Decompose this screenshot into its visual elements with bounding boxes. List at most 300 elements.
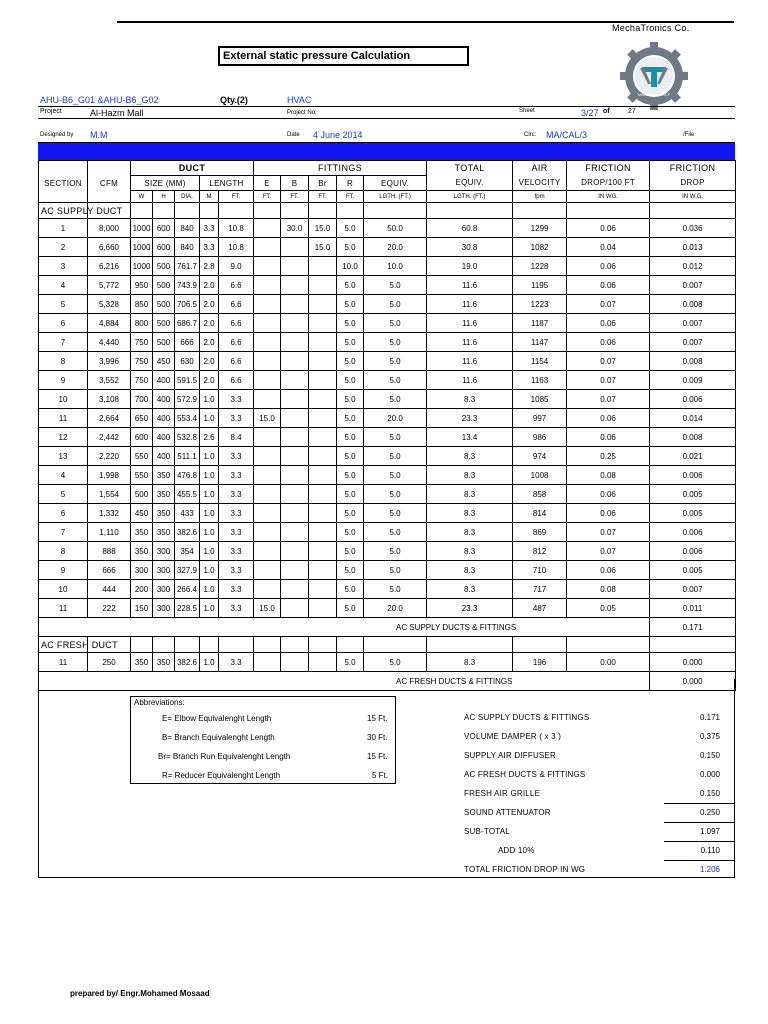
table-cell: 4 xyxy=(39,276,88,295)
table-cell: 11.6 xyxy=(427,371,513,390)
table-cell: 5.0 xyxy=(337,314,364,333)
table-cell xyxy=(254,561,281,580)
table-cell xyxy=(281,523,309,542)
table-cell xyxy=(281,390,309,409)
table-cell: 0.04 xyxy=(567,238,650,257)
col-friction: FRICTION xyxy=(567,161,650,176)
table-cell: 572.9 xyxy=(175,390,200,409)
table-cell: 433 xyxy=(175,504,200,523)
table-cell: 8.3 xyxy=(427,542,513,561)
table-cell xyxy=(254,580,281,599)
table-cell: 11.6 xyxy=(427,333,513,352)
table-cell xyxy=(309,409,337,428)
table-row xyxy=(39,257,736,276)
table-cell: 3.3 xyxy=(219,599,254,618)
table-cell: 1000 xyxy=(131,257,153,276)
table-cell xyxy=(254,485,281,504)
table-row xyxy=(39,447,736,466)
table-cell: 591.5 xyxy=(175,371,200,390)
table-cell: 6.6 xyxy=(219,371,254,390)
table-cell xyxy=(309,599,337,618)
table-cell: 1 xyxy=(39,219,88,238)
table-cell: 5 xyxy=(39,295,88,314)
table-cell: 3.3 xyxy=(219,504,254,523)
table-cell: 20.0 xyxy=(364,409,427,428)
table-cell xyxy=(281,352,309,371)
table-cell: 3.3 xyxy=(200,238,219,257)
table-cell: 350 xyxy=(131,523,153,542)
table-cell: 553.4 xyxy=(175,409,200,428)
project-no-label: Project No. xyxy=(287,110,317,116)
table-cell: 4,884 xyxy=(88,314,131,333)
table-cell: 13.4 xyxy=(427,428,513,447)
table-cell: 5.0 xyxy=(337,409,364,428)
table-cell: 400 xyxy=(153,447,175,466)
table-cell: 1.0 xyxy=(200,409,219,428)
table-cell: 8.3 xyxy=(427,561,513,580)
table-cell: 5.0 xyxy=(337,599,364,618)
table-cell xyxy=(281,561,309,580)
table-cell: 444 xyxy=(88,580,131,599)
table-cell: 20.0 xyxy=(364,599,427,618)
table-cell: 986 xyxy=(513,428,567,447)
table-cell: 0.05 xyxy=(567,599,650,618)
table-cell: 5.0 xyxy=(337,333,364,352)
table-cell: 1000 xyxy=(131,238,153,257)
table-cell: 1.0 xyxy=(200,561,219,580)
table-cell: 1,554 xyxy=(88,485,131,504)
table-cell: 5.0 xyxy=(364,333,427,352)
table-cell: 450 xyxy=(153,352,175,371)
table-cell: 1.0 xyxy=(200,504,219,523)
table-cell xyxy=(309,523,337,542)
logo-text: MechaTronics M.E.P xyxy=(637,93,671,97)
table-cell: 1,332 xyxy=(88,504,131,523)
table-cell: 2,664 xyxy=(88,409,131,428)
table-cell: 5,328 xyxy=(88,295,131,314)
table-cell: 750 xyxy=(131,352,153,371)
table-cell: 8 xyxy=(39,542,88,561)
col-drop100: DROP/100 FT xyxy=(567,176,650,191)
table-cell: 11.6 xyxy=(427,295,513,314)
table-cell xyxy=(309,485,337,504)
table-cell: 1.0 xyxy=(200,466,219,485)
table-cell: 5.0 xyxy=(337,390,364,409)
table-cell: 3,996 xyxy=(88,352,131,371)
table-cell: 10 xyxy=(39,580,88,599)
unit-e-ft: FT. xyxy=(254,191,281,203)
table-cell: 6,216 xyxy=(88,257,131,276)
table-cell xyxy=(309,561,337,580)
table-cell xyxy=(281,599,309,618)
col-total-equiv: EQUIV. xyxy=(427,176,513,191)
table-cell: 3.3 xyxy=(219,523,254,542)
supply-total-label: AC SUPPLY DUCTS & FITTINGS xyxy=(39,618,650,637)
table-cell xyxy=(254,238,281,257)
table-cell: 350 xyxy=(131,653,153,672)
table-cell: 8.3 xyxy=(427,653,513,672)
table-cell: 9 xyxy=(39,371,88,390)
table-cell: 15.0 xyxy=(254,409,281,428)
table-cell: 750 xyxy=(131,333,153,352)
col-br: Br xyxy=(309,176,337,191)
designer: M.M xyxy=(90,130,108,140)
abbr-branch-value: 30 Ft. xyxy=(367,733,388,742)
table-row xyxy=(39,504,736,523)
summary-label: TOTAL FRICTION DROP IN WG xyxy=(464,865,586,874)
table-cell xyxy=(281,447,309,466)
designed-by-label: Designed by xyxy=(40,132,74,138)
table-cell: 700 xyxy=(131,390,153,409)
table-cell: 2.0 xyxy=(200,295,219,314)
abbr-reducer-value: 5 Ft. xyxy=(372,771,389,780)
table-cell xyxy=(281,653,309,672)
table-cell: 300 xyxy=(153,561,175,580)
table-cell: 196 xyxy=(513,653,567,672)
table-cell xyxy=(309,333,337,352)
table-cell xyxy=(254,390,281,409)
table-cell: 500 xyxy=(153,295,175,314)
table-cell: 2.0 xyxy=(200,352,219,371)
table-cell: 8.3 xyxy=(427,466,513,485)
table-cell: 5.0 xyxy=(364,314,427,333)
table-cell: 10.8 xyxy=(219,238,254,257)
table-cell: 5.0 xyxy=(364,653,427,672)
summary-label: SUPPLY AIR DIFFUSER xyxy=(464,751,556,760)
table-cell: 1195 xyxy=(513,276,567,295)
table-cell: 6 xyxy=(39,314,88,333)
table-cell: 5.0 xyxy=(364,371,427,390)
table-cell xyxy=(281,485,309,504)
table-cell: 500 xyxy=(153,276,175,295)
of-label: of xyxy=(603,108,610,115)
table-cell: 0.007 xyxy=(650,276,736,295)
table-row xyxy=(39,295,736,314)
table-cell: 30.0 xyxy=(281,219,309,238)
summary-label: SUB-TOTAL xyxy=(464,827,510,836)
supply-section xyxy=(39,203,736,219)
table-cell: 500 xyxy=(131,485,153,504)
table-row xyxy=(39,409,736,428)
table-cell: 0.06 xyxy=(567,485,650,504)
abbr-branch: B= Branch Equivalenght Length xyxy=(162,733,275,742)
table-cell: 300 xyxy=(153,580,175,599)
table-cell xyxy=(309,276,337,295)
table-cell xyxy=(281,542,309,561)
table-cell: 8.3 xyxy=(427,580,513,599)
table-cell: 3.3 xyxy=(219,485,254,504)
table-cell xyxy=(309,257,337,276)
table-cell: 20.0 xyxy=(364,238,427,257)
table-cell xyxy=(309,580,337,599)
table-cell: 400 xyxy=(153,428,175,447)
table-cell: 10.0 xyxy=(364,257,427,276)
table-cell: 250 xyxy=(88,653,131,672)
table-cell xyxy=(281,371,309,390)
table-cell: 382.6 xyxy=(175,653,200,672)
table-cell: 1147 xyxy=(513,333,567,352)
header-row-1 xyxy=(39,161,736,176)
table-cell: 10.0 xyxy=(337,257,364,276)
table-row xyxy=(39,466,736,485)
table-cell: 3 xyxy=(39,257,88,276)
table-cell: 0.013 xyxy=(650,238,736,257)
summary-label: AC SUPPLY DUCTS & FITTINGS xyxy=(464,713,590,722)
file-label: /File xyxy=(683,132,695,138)
table-cell xyxy=(254,314,281,333)
col-equiv: EQUIV. xyxy=(364,176,427,191)
table-cell: 500 xyxy=(153,314,175,333)
table-cell: 487 xyxy=(513,599,567,618)
table-cell: 686.7 xyxy=(175,314,200,333)
table-cell xyxy=(309,390,337,409)
table-cell xyxy=(281,295,309,314)
table-cell: 1,110 xyxy=(88,523,131,542)
table-cell: 0.007 xyxy=(650,333,736,352)
table-cell: 666 xyxy=(88,561,131,580)
quantity: Qty.(2) xyxy=(220,95,248,105)
fresh-total-value: 0.000 xyxy=(650,672,736,691)
table-cell: 0.07 xyxy=(567,390,650,409)
table-cell: 5.0 xyxy=(337,504,364,523)
table-cell: 11.6 xyxy=(427,352,513,371)
col-r: R xyxy=(337,176,364,191)
table-cell: 5.0 xyxy=(337,466,364,485)
table-cell: 3.3 xyxy=(219,390,254,409)
table-cell: 1187 xyxy=(513,314,567,333)
table-row xyxy=(39,238,736,257)
table-cell: 6.6 xyxy=(219,352,254,371)
friction-table xyxy=(38,160,736,691)
table-row xyxy=(39,390,736,409)
table-row xyxy=(39,276,736,295)
table-cell: 19.0 xyxy=(427,257,513,276)
table-cell: 1,998 xyxy=(88,466,131,485)
table-cell: 0.000 xyxy=(650,653,736,672)
table-cell: 5.0 xyxy=(337,485,364,504)
table-cell: 4 xyxy=(39,466,88,485)
calc-label: Clrc: xyxy=(524,132,537,138)
table-cell: 550 xyxy=(131,466,153,485)
unit-r-ft: FT. xyxy=(337,191,364,203)
table-cell: 2.0 xyxy=(200,371,219,390)
table-row xyxy=(39,333,736,352)
table-cell: 840 xyxy=(175,238,200,257)
table-cell: 0.06 xyxy=(567,561,650,580)
table-cell: 5.0 xyxy=(337,238,364,257)
table-cell: 5 xyxy=(39,485,88,504)
unit-ft: FT. xyxy=(219,191,254,203)
table-cell: 1154 xyxy=(513,352,567,371)
table-cell: 500 xyxy=(153,257,175,276)
table-cell: 1299 xyxy=(513,219,567,238)
table-cell: 717 xyxy=(513,580,567,599)
unit-total-lgth: LGTH. (FT.) xyxy=(427,191,513,203)
summary-label: ADD 10% xyxy=(498,846,535,855)
table-cell: 9.0 xyxy=(219,257,254,276)
table-cell: 8.3 xyxy=(427,390,513,409)
table-cell: 600 xyxy=(153,238,175,257)
table-cell: 5.0 xyxy=(364,523,427,542)
table-cell xyxy=(281,257,309,276)
table-cell xyxy=(281,428,309,447)
table-cell: 5.0 xyxy=(364,352,427,371)
table-cell xyxy=(281,238,309,257)
table-cell: 0.009 xyxy=(650,371,736,390)
summary-label: SOUND ATTENUATOR xyxy=(464,808,551,817)
summary-value: 0.150 xyxy=(699,751,720,760)
table-cell: 0.005 xyxy=(650,561,736,580)
summary-value: 0.375 xyxy=(699,732,720,741)
table-cell: 0.008 xyxy=(650,352,736,371)
fresh-section xyxy=(39,637,736,653)
table-cell: 1.0 xyxy=(200,653,219,672)
unit-br-ft: FT. xyxy=(309,191,337,203)
header-row-2 xyxy=(39,176,736,191)
calc-ref: MA/CAL/3 xyxy=(546,130,588,140)
unit-fpm: fpm xyxy=(513,191,567,203)
table-cell: 600 xyxy=(131,428,153,447)
table-cell: 2.6 xyxy=(200,428,219,447)
table-cell: 812 xyxy=(513,542,567,561)
unit-inwg: IN WG. xyxy=(567,191,650,203)
table-cell: 10 xyxy=(39,390,88,409)
table-cell: 11.6 xyxy=(427,314,513,333)
table-cell: 0.007 xyxy=(650,580,736,599)
table-cell: 0.07 xyxy=(567,523,650,542)
abbr-elbow-value: 15 Ft. xyxy=(367,714,388,723)
table-cell xyxy=(254,542,281,561)
table-cell: 1.0 xyxy=(200,390,219,409)
company-name: MechaTronics Co. xyxy=(612,23,690,33)
table-cell: 11 xyxy=(39,653,88,672)
table-cell: 12 xyxy=(39,428,88,447)
table-cell: 5.0 xyxy=(364,542,427,561)
unit-inwg-drop: IN W.G. xyxy=(650,191,736,203)
table-cell: 5.0 xyxy=(364,466,427,485)
table-cell: 0.006 xyxy=(650,542,736,561)
table-cell: 1.0 xyxy=(200,542,219,561)
fresh-total-label: AC FRESH DUCTS & FITTINGS xyxy=(39,672,650,691)
table-cell: 15.0 xyxy=(309,238,337,257)
table-cell xyxy=(281,333,309,352)
table-cell xyxy=(309,352,337,371)
summary-label: AC FRESH DUCTS & FITTINGS xyxy=(464,770,586,779)
table-cell: 1082 xyxy=(513,238,567,257)
table-cell: 3.3 xyxy=(200,219,219,238)
table-cell xyxy=(254,466,281,485)
table-cell xyxy=(281,276,309,295)
table-cell: 6.6 xyxy=(219,314,254,333)
table-cell xyxy=(309,295,337,314)
table-cell: 9 xyxy=(39,561,88,580)
table-cell: 2.0 xyxy=(200,314,219,333)
table-cell: 350 xyxy=(153,653,175,672)
table-row xyxy=(39,580,736,599)
table-cell xyxy=(254,447,281,466)
table-cell: 2,220 xyxy=(88,447,131,466)
discipline: HVAC xyxy=(287,95,312,105)
table-cell: 1.0 xyxy=(200,447,219,466)
table-cell xyxy=(309,428,337,447)
summary-value: 0.250 xyxy=(699,808,720,817)
table-cell: 5.0 xyxy=(364,485,427,504)
unit-lgth: LGTH. (FT.) xyxy=(364,191,427,203)
table-cell: 5.0 xyxy=(337,219,364,238)
table-cell: 1163 xyxy=(513,371,567,390)
table-row xyxy=(39,219,736,238)
summary-value: 0.171 xyxy=(699,713,720,722)
table-header-band xyxy=(38,143,735,160)
table-cell: 0.006 xyxy=(650,466,736,485)
col-drop: DROP xyxy=(650,176,736,191)
table-cell: 5.0 xyxy=(337,371,364,390)
ahu-units: AHU-B6_G01 &AHU-B6_G02 xyxy=(40,95,159,105)
table-cell: 0.06 xyxy=(567,314,650,333)
table-cell: 11 xyxy=(39,409,88,428)
table-cell: 3.3 xyxy=(219,580,254,599)
table-row xyxy=(39,542,736,561)
table-cell: 30.8 xyxy=(427,238,513,257)
table-cell xyxy=(281,409,309,428)
table-cell: 0.06 xyxy=(567,428,650,447)
abbr-reducer: R= Reducer Equivalenght Length xyxy=(162,771,281,780)
table-cell: 666 xyxy=(175,333,200,352)
table-cell xyxy=(309,504,337,523)
table-cell: 2.0 xyxy=(200,276,219,295)
table-cell xyxy=(309,447,337,466)
table-cell: 354 xyxy=(175,542,200,561)
table-cell: 761.7 xyxy=(175,257,200,276)
table-cell: 2,442 xyxy=(88,428,131,447)
table-cell: 6.6 xyxy=(219,333,254,352)
table-row xyxy=(39,599,736,618)
table-cell: 5.0 xyxy=(337,653,364,672)
table-cell: 2.8 xyxy=(200,257,219,276)
table-cell: 6.6 xyxy=(219,276,254,295)
table-cell: 300 xyxy=(131,561,153,580)
supply-total xyxy=(39,618,736,637)
date-label: Date xyxy=(287,132,300,138)
unit-h: H xyxy=(153,191,175,203)
table-cell: 0.008 xyxy=(650,428,736,447)
sheet-total: 27 xyxy=(628,108,636,115)
table-cell: 5.0 xyxy=(364,276,427,295)
supply-section-label: AC SUPPLY DUCT xyxy=(39,203,88,219)
table-cell: 600 xyxy=(153,219,175,238)
table-cell: 4,440 xyxy=(88,333,131,352)
project-name: Al-Hazm Mall xyxy=(90,108,144,118)
col-length: LENGTH xyxy=(200,176,254,191)
table-cell: 8,000 xyxy=(88,219,131,238)
table-row xyxy=(39,561,736,580)
table-cell: 650 xyxy=(131,409,153,428)
table-cell xyxy=(254,653,281,672)
table-cell xyxy=(281,314,309,333)
sheet-label: Sheet xyxy=(519,108,535,114)
table-cell: 5.0 xyxy=(364,295,427,314)
table-cell: 974 xyxy=(513,447,567,466)
table-cell: 3.3 xyxy=(219,542,254,561)
table-cell: 1000 xyxy=(131,219,153,238)
table-cell: 0.06 xyxy=(567,257,650,276)
summary-divider xyxy=(664,841,735,842)
abbr-branch-run: Br= Branch Run Equivalenght Length xyxy=(158,752,291,761)
table-cell: 2 xyxy=(39,238,88,257)
table-cell: 0.036 xyxy=(650,219,736,238)
prepared-by: prepared by/ Engr.Mohamed Mosaad xyxy=(70,989,210,998)
table-cell: 5.0 xyxy=(364,561,427,580)
